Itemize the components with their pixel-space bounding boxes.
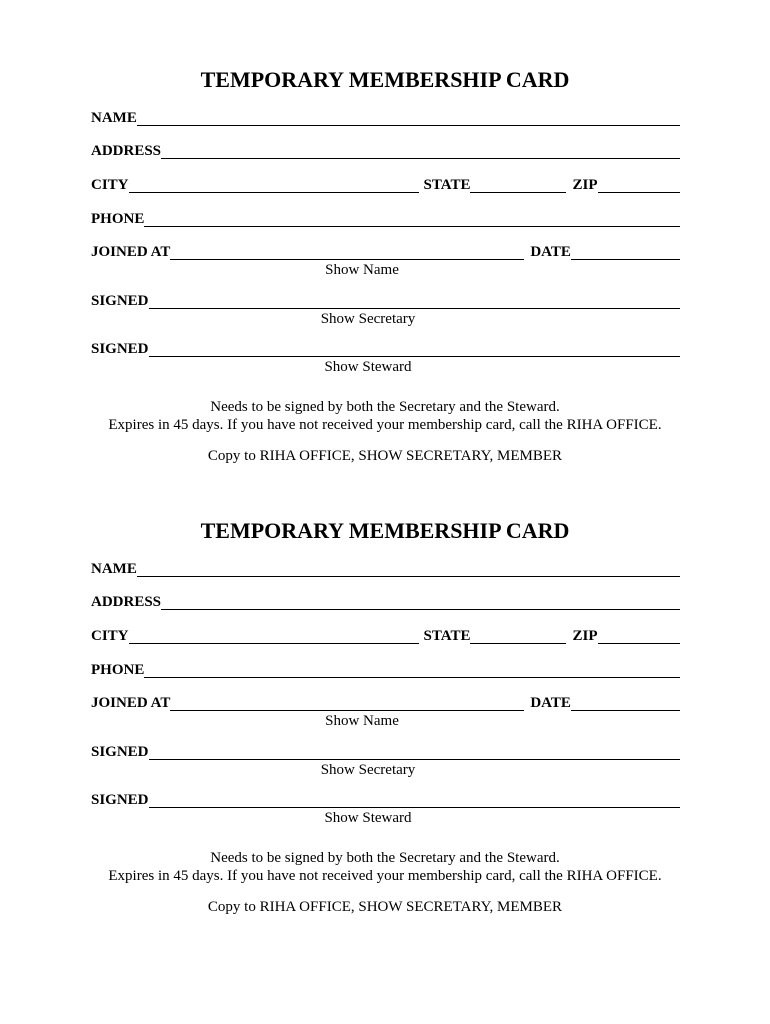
joined-at-row <box>91 693 680 711</box>
signed-label: SIGNED <box>91 792 149 808</box>
signed-label: SIGNED <box>91 293 149 309</box>
name-field[interactable] <box>137 110 680 126</box>
signed-secretary-row <box>91 291 680 309</box>
joined-at-row <box>91 242 680 260</box>
show-secretary-caption: Show Secretary <box>320 311 416 327</box>
phone-field[interactable] <box>144 662 680 678</box>
city-field[interactable] <box>129 628 419 644</box>
date-label: DATE <box>530 244 571 260</box>
name-row <box>91 108 680 126</box>
city-state-zip-row <box>91 626 680 644</box>
name-label: NAME <box>91 561 137 577</box>
joined-at-field[interactable] <box>170 244 524 260</box>
address-row <box>91 141 680 159</box>
phone-label: PHONE <box>91 211 145 227</box>
steward-signature-field[interactable] <box>149 792 680 808</box>
signature-requirement-note: Needs to be signed by both the Secretary and the Steward. <box>210 850 560 866</box>
membership-card-1 <box>0 67 770 518</box>
card-title: TEMPORARY MEMBERSHIP CARD <box>200 518 570 543</box>
state-label: STATE <box>423 628 471 644</box>
city-label: CITY <box>91 177 129 193</box>
state-field[interactable] <box>470 177 566 193</box>
zip-label: ZIP <box>572 177 598 193</box>
city-field[interactable] <box>129 177 419 193</box>
phone-row <box>91 660 680 678</box>
joined-at-field[interactable] <box>170 695 524 711</box>
zip-field[interactable] <box>598 628 681 644</box>
name-label: NAME <box>91 110 137 126</box>
city-state-zip-row <box>91 175 680 193</box>
membership-card-2 <box>0 518 770 969</box>
zip-label: ZIP <box>572 628 598 644</box>
copy-distribution-note: Copy to RIHA OFFICE, SHOW SECRETARY, MEMBER <box>207 448 563 464</box>
secretary-signature-field[interactable] <box>149 744 680 760</box>
date-label: DATE <box>530 695 571 711</box>
city-label: CITY <box>91 628 129 644</box>
name-field[interactable] <box>137 561 680 577</box>
phone-label: PHONE <box>91 662 145 678</box>
show-steward-caption: Show Steward <box>324 359 412 375</box>
joined-at-label: JOINED AT <box>91 244 171 260</box>
joined-at-label: JOINED AT <box>91 695 171 711</box>
address-field[interactable] <box>161 594 680 610</box>
expiry-note: Expires in 45 days. If you have not received your membership card, call the RIHA OFFICE. <box>108 868 662 884</box>
date-field[interactable] <box>571 244 680 260</box>
show-name-caption: Show Name <box>325 262 399 278</box>
card-title: TEMPORARY MEMBERSHIP CARD <box>200 67 570 92</box>
address-label: ADDRESS <box>91 143 162 159</box>
show-secretary-caption: Show Secretary <box>320 762 416 778</box>
copy-distribution-note: Copy to RIHA OFFICE, SHOW SECRETARY, MEMBER <box>207 899 563 915</box>
show-steward-caption: Show Steward <box>324 810 412 826</box>
steward-signature-field[interactable] <box>149 341 680 357</box>
expiry-note: Expires in 45 days. If you have not received your membership card, call the RIHA OFFICE. <box>108 417 662 433</box>
signed-label: SIGNED <box>91 744 149 760</box>
name-row <box>91 559 680 577</box>
signed-label: SIGNED <box>91 341 149 357</box>
address-label: ADDRESS <box>91 594 162 610</box>
signed-secretary-row <box>91 742 680 760</box>
address-row <box>91 592 680 610</box>
date-field[interactable] <box>571 695 680 711</box>
state-label: STATE <box>423 177 471 193</box>
address-field[interactable] <box>161 143 680 159</box>
phone-field[interactable] <box>144 211 680 227</box>
state-field[interactable] <box>470 628 566 644</box>
zip-field[interactable] <box>598 177 681 193</box>
signature-requirement-note: Needs to be signed by both the Secretary and the Steward. <box>210 399 560 415</box>
secretary-signature-field[interactable] <box>149 293 680 309</box>
show-name-caption: Show Name <box>325 713 399 729</box>
phone-row <box>91 209 680 227</box>
signed-steward-row <box>91 790 680 808</box>
signed-steward-row <box>91 339 680 357</box>
